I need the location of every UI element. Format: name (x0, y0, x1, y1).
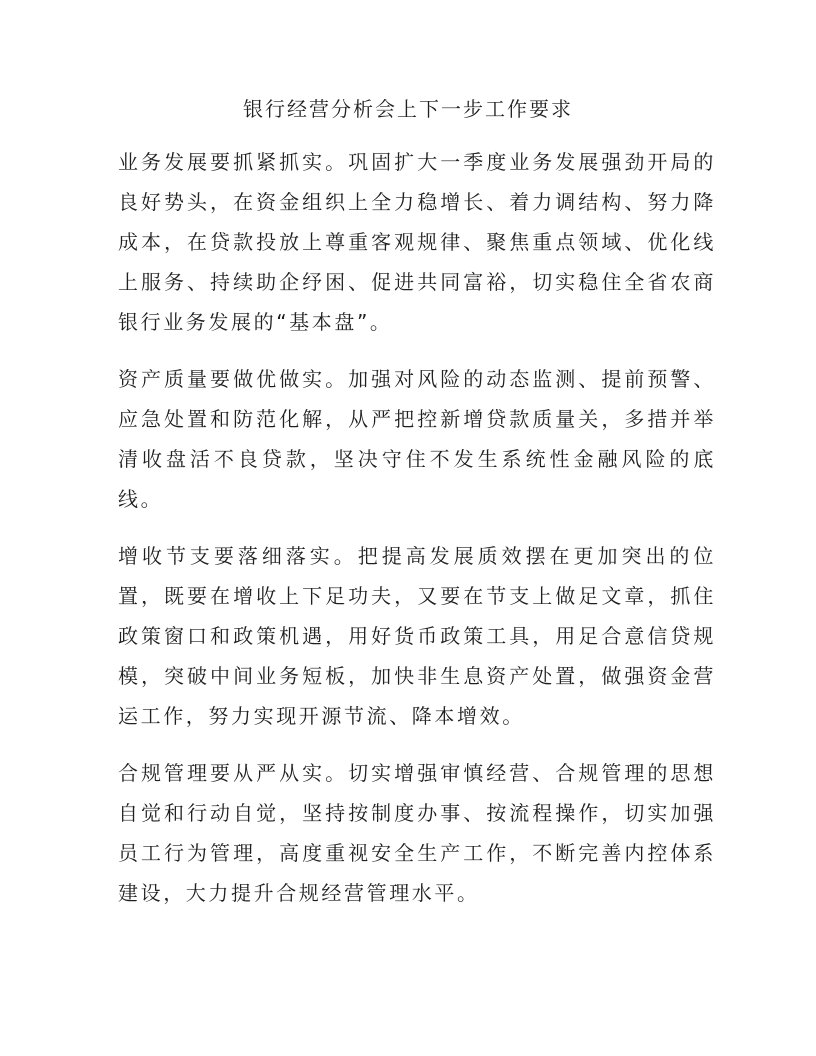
document-body (118, 142, 716, 930)
paragraph-compliance: 合规管理要从严从实。切实增强审慎经营、合规管理的思想自觉和行动自觉，坚持按制度办事、按流程操作，切实加强员工行为管理，高度重视安全生产工作，不断完善内控体系建设，大力提升合规经营管理水平。 (118, 761, 716, 905)
document-title: 银行经营分析会上下一步工作要求 (243, 97, 573, 121)
paragraph-asset-quality: 资产质量要做优做实。加强对风险的动态监测、提前预警、应急处置和防范化解，从严把控新增贷款质量关，多措并举清收盘活不良贷款，坚决守住不发生系统性金融风险的底线。 (118, 367, 716, 511)
paragraph-revenue-cost: 增收节支要落细落实。把提高发展质效摆在更加突出的位置，既要在增收上下足功夫，又要在节支上做足文章，抓住政策窗口和政策机遇，用好货币政策工具，用足合意信贷规模，突破中间业务短板，加快非生息资产处置，做强资金营运工作，努力实现开源节流、降本增效。 (118, 544, 716, 728)
paragraph-business-development: 业务发展要抓紧抓实。巩固扩大一季度业务发展强劲开局的良好势头，在资金组织上全力稳增长、着力调结构、努力降成本，在贷款投放上尊重客观规律、聚焦重点领域、优化线上服务、持续助企纾困、促进共同富裕，切实稳住全省农商银行业务发展的“基本盘”。 (118, 150, 716, 334)
